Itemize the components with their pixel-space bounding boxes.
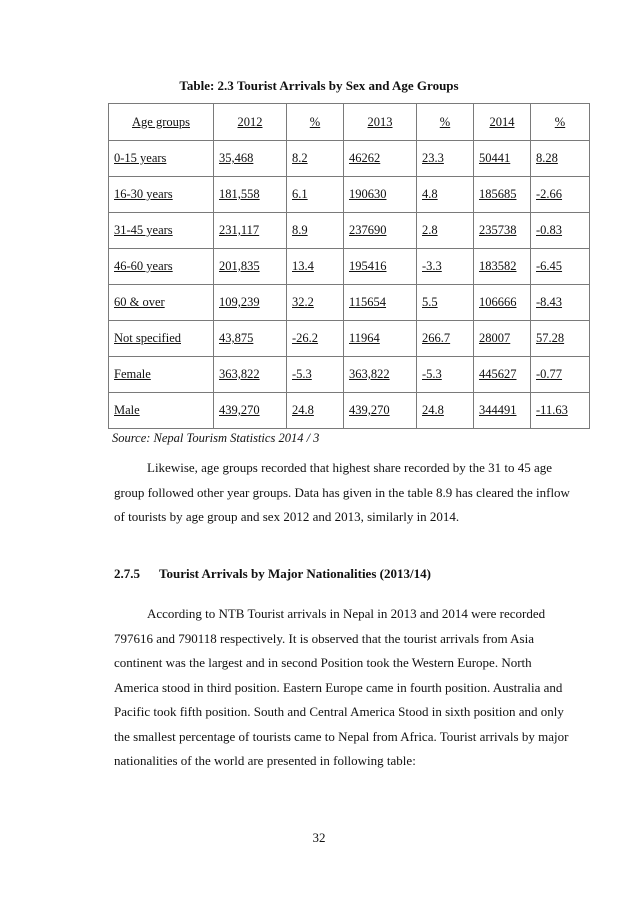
table-cell: 439,270 [214, 393, 287, 429]
table-cell: -0.77 [531, 357, 590, 393]
table-cell: 109,239 [214, 285, 287, 321]
tourist-arrivals-table [108, 103, 590, 429]
header-pct-2013: % [417, 104, 474, 141]
table-cell: 50441 [474, 141, 531, 177]
table-cell: -2.66 [531, 177, 590, 213]
body-paragraph-nationalities: According to NTB Tourist arrivals in Nepal in 2013 and 2014 were recorded 797616 and 790118 respectively. It is observed that the tourist arrivals from Asia continent was the largest and in second Position took the Western Europe. North America stood in third position. Eastern Europe came in fourth position. Australia and Pacific took fifth position. South and Central America Stood in sixth position and only the smallest percentage of tourists came to Nepal from Africa. Tourist arrivals by major nationalities of the world are presented in following table: [114, 606, 569, 768]
header-pct-2012: % [287, 104, 344, 141]
table-cell: 185685 [474, 177, 531, 213]
table-row [109, 177, 590, 213]
table-cell: 439,270 [344, 393, 417, 429]
table-cell: 11964 [344, 321, 417, 357]
table-cell: 24.8 [417, 393, 474, 429]
header-pct-2014: % [531, 104, 590, 141]
table-row [109, 141, 590, 177]
table-cell: 46262 [344, 141, 417, 177]
table-cell: 190630 [344, 177, 417, 213]
table-cell: 8.2 [287, 141, 344, 177]
table-row [109, 321, 590, 357]
table-cell: 363,822 [214, 357, 287, 393]
table-header-row [109, 104, 590, 141]
table-cell: 16-30 years [109, 177, 214, 213]
table-cell: 13.4 [287, 249, 344, 285]
table-cell: 115654 [344, 285, 417, 321]
table-cell: 24.8 [287, 393, 344, 429]
table-cell: 60 & over [109, 285, 214, 321]
table-cell: 195416 [344, 249, 417, 285]
table-row [109, 393, 590, 429]
table-cell: 46-60 years [109, 249, 214, 285]
table-row [109, 213, 590, 249]
table-cell: 344491 [474, 393, 531, 429]
body-paragraph-age-groups: Likewise, age groups recorded that highest share recorded by the 31 to 45 age group followed other year groups. Data has given in the table 8.9 has cleared the inflow of tourists by age group and sex 2012 and 2013, similarly in 2014. [114, 460, 570, 524]
table-cell: 35,468 [214, 141, 287, 177]
page-number: 32 [312, 830, 326, 845]
table-cell: 363,822 [344, 357, 417, 393]
table-cell: -8.43 [531, 285, 590, 321]
table-cell: 8.9 [287, 213, 344, 249]
table-row [109, 249, 590, 285]
header-2013: 2013 [344, 104, 417, 141]
table-row [109, 357, 590, 393]
section-heading [114, 566, 431, 582]
table-cell: 6.1 [287, 177, 344, 213]
table-cell: 231,117 [214, 213, 287, 249]
table-row [109, 285, 590, 321]
table-cell: 23.3 [417, 141, 474, 177]
table-cell: 57.28 [531, 321, 590, 357]
header-2014: 2014 [474, 104, 531, 141]
table-title: Table: 2.3 Tourist Arrivals by Sex and Age Groups [179, 78, 459, 93]
table-cell: -3.3 [417, 249, 474, 285]
section-number: 2.7.5 [114, 566, 140, 581]
table-cell: 181,558 [214, 177, 287, 213]
header-2012: 2012 [214, 104, 287, 141]
table-cell: -5.3 [287, 357, 344, 393]
table-cell: -6.45 [531, 249, 590, 285]
table-cell: 0-15 years [109, 141, 214, 177]
table-cell: -0.83 [531, 213, 590, 249]
table-cell: Female [109, 357, 214, 393]
table-cell: 183582 [474, 249, 531, 285]
table-cell: 106666 [474, 285, 531, 321]
table-cell: 2.8 [417, 213, 474, 249]
table-source-note: Source: Nepal Tourism Statistics 2014 / 3 [112, 431, 320, 445]
table-cell: 266.7 [417, 321, 474, 357]
section-title: Tourist Arrivals by Major Nationalities (2013/14) [159, 566, 431, 581]
header-age-groups: Age groups [109, 104, 214, 141]
table-cell: 32.2 [287, 285, 344, 321]
table-cell: Not specified [109, 321, 214, 357]
table-cell: 5.5 [417, 285, 474, 321]
table-cell: 237690 [344, 213, 417, 249]
table-cell: Male [109, 393, 214, 429]
table-cell: 235738 [474, 213, 531, 249]
table-cell: 8.28 [531, 141, 590, 177]
table-cell: 28007 [474, 321, 531, 357]
table-cell: -11.63 [531, 393, 590, 429]
table-cell: -5.3 [417, 357, 474, 393]
table-cell: 43,875 [214, 321, 287, 357]
table-cell: 201,835 [214, 249, 287, 285]
table-cell: 445627 [474, 357, 531, 393]
table-cell: 4.8 [417, 177, 474, 213]
table-cell: -26.2 [287, 321, 344, 357]
table-cell: 31-45 years [109, 213, 214, 249]
